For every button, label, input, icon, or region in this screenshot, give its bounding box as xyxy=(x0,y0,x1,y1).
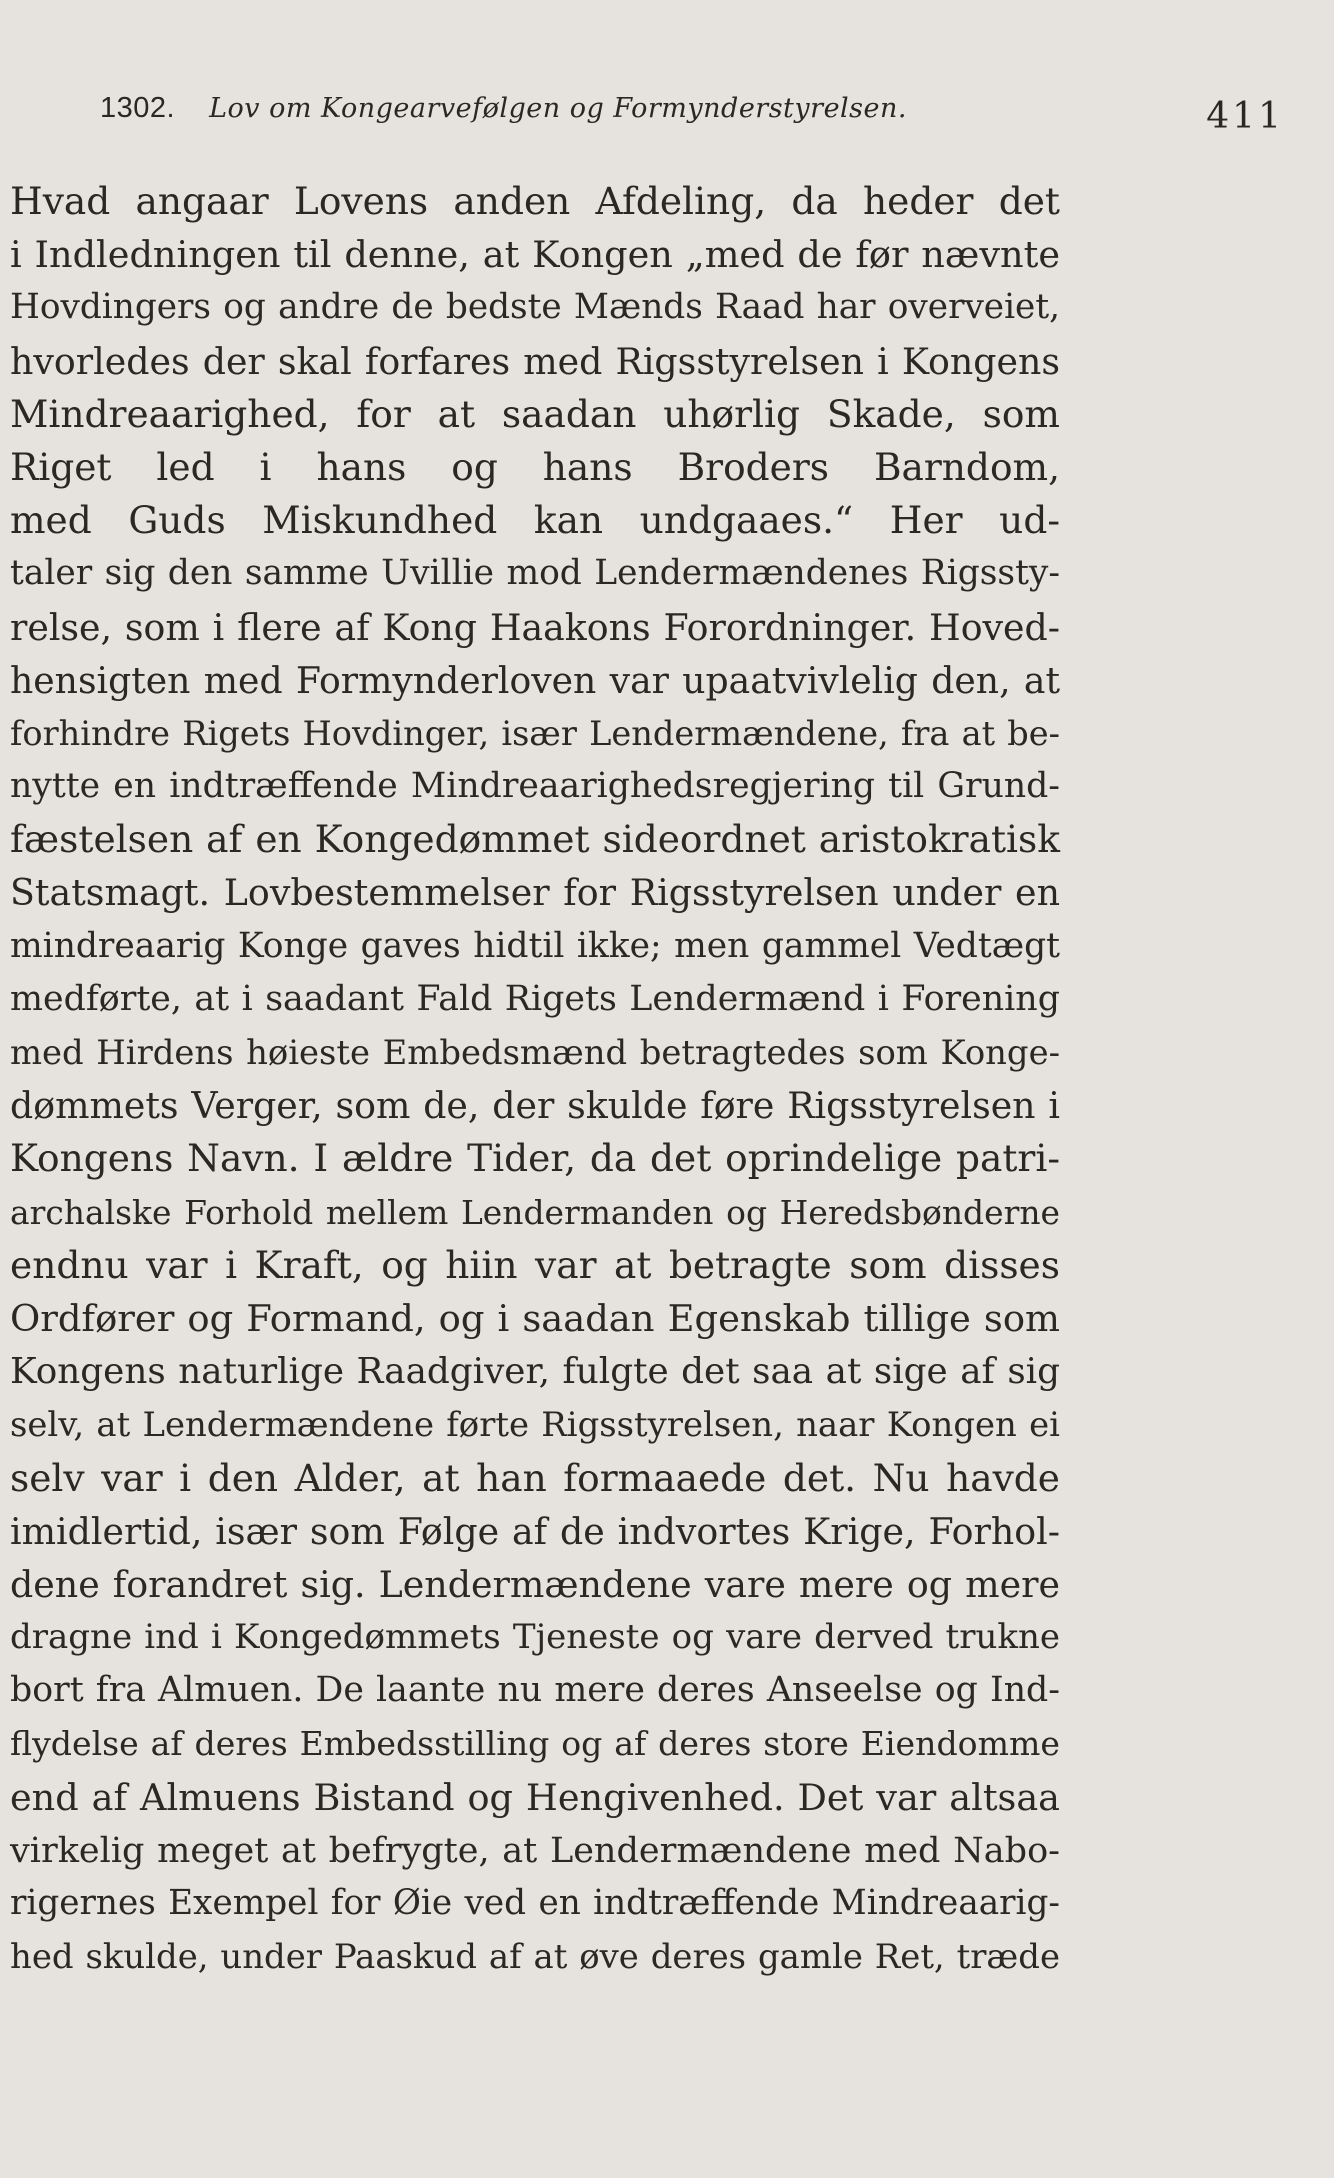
text-line: imidlertid, især som Følge af de indvortes Krige, Forhol- xyxy=(10,1509,1060,1553)
text-line: archalske Forhold mellem Lendermanden og Heredsbønderne xyxy=(10,1192,1060,1232)
running-title: Lov om Kongearvefølgen og Formynderstyrelsen. xyxy=(209,93,907,124)
text-line: Mindreaarighed, for at saadan uhørlig Skade, som xyxy=(10,391,1060,436)
text-line: dragne ind i Kongedømmets Tjeneste og vare derved trukne xyxy=(10,1617,1060,1658)
text-line: endnu var i Kraft, og hiin var at betragte som disses xyxy=(10,1242,1060,1287)
text-line: dene forandret sig. Lendermændene vare mere og mere xyxy=(10,1562,1060,1606)
text-line: hvorledes der skal forfares med Rigsstyrelsen i Kongens xyxy=(10,339,1060,383)
page-number: 411 xyxy=(1206,96,1284,137)
text-line: hensigten med Formynderloven var upaatvivlelig den, at xyxy=(10,658,1060,702)
text-line: i Indledningen til denne, at Kongen „med de før nævnte xyxy=(10,233,1060,277)
text-line: rigernes Exempel for Øie ved en indtræffende Mindreaarig- xyxy=(10,1883,1060,1923)
page-header xyxy=(100,92,1284,137)
text-line: forhindre Rigets Hovdinger, især Lendermændene, fra at be- xyxy=(10,713,1060,753)
text-line: virkelig meget at befrygte, at Lendermændene med Nabo- xyxy=(10,1829,1060,1871)
text-line: hed skulde, under Paaskud af at øve deres gamle Ret, træde xyxy=(10,1937,1060,1977)
text-line: Ordfører og Formand, og i saadan Egenskab tillige som xyxy=(10,1296,1060,1340)
text-line: dømmets Verger, som de, der skulde føre Rigsstyrelsen i xyxy=(10,1084,1060,1128)
text-line: Hovdingers og andre de bedste Mænds Raad har overveiet, xyxy=(10,287,1060,328)
text-line: Statsmagt. Lovbestemmelser for Rigsstyrelsen under en xyxy=(10,871,1060,915)
text-line: taler sig den samme Uvillie mod Lendermændenes Rigssty- xyxy=(10,553,1060,594)
text-line: Hvad angaar Lovens anden Afdeling, da heder det xyxy=(10,179,1060,223)
text-line: med Guds Miskundhed kan undgaaes.“ Her ud- xyxy=(10,498,1060,543)
text-line: relse, som i flere af Kong Haakons Forordninger. Hoved- xyxy=(10,605,1060,649)
text-line: selv var i den Alder, at han formaaede det. Nu havde xyxy=(10,1455,1060,1500)
text-line: medførte, at i saadant Fald Rigets Lendermænd i Forening xyxy=(10,978,1060,1019)
text-line: end af Almuens Bistand og Hengivenhed. Det var altsaa xyxy=(10,1775,1060,1819)
header-year: 1302. xyxy=(100,92,176,124)
text-line: Kongens Navn. I ældre Tider, da det oprindelige patri- xyxy=(10,1136,1060,1181)
body-text xyxy=(10,175,1060,1983)
text-line: Riget led i hans og hans Broders Barndom, xyxy=(10,444,1060,489)
text-line: Kongens naturlige Raadgiver, fulgte det saa at sige af sig xyxy=(10,1351,1060,1393)
text-line: selv, at Lendermændene førte Rigsstyrelsen, naar Kongen ei xyxy=(10,1405,1060,1445)
text-line: nytte en indtræffende Mindreaarighedsregjering til Grund- xyxy=(10,766,1060,807)
text-line: fæstelsen af en Kongedømmet sideordnet aristokratisk xyxy=(10,817,1060,862)
text-line: mindreaarig Konge gaves hidtil ikke; men gammel Vedtægt xyxy=(10,925,1060,966)
text-line: bort fra Almuen. De laante nu mere deres Anseelse og Ind- xyxy=(10,1670,1060,1711)
text-line: med Hirdens høieste Embedsmænd betragtedes som Konge- xyxy=(10,1033,1060,1072)
text-line: flydelse af deres Embedsstilling og af deres store Eiendomme xyxy=(10,1724,1060,1764)
